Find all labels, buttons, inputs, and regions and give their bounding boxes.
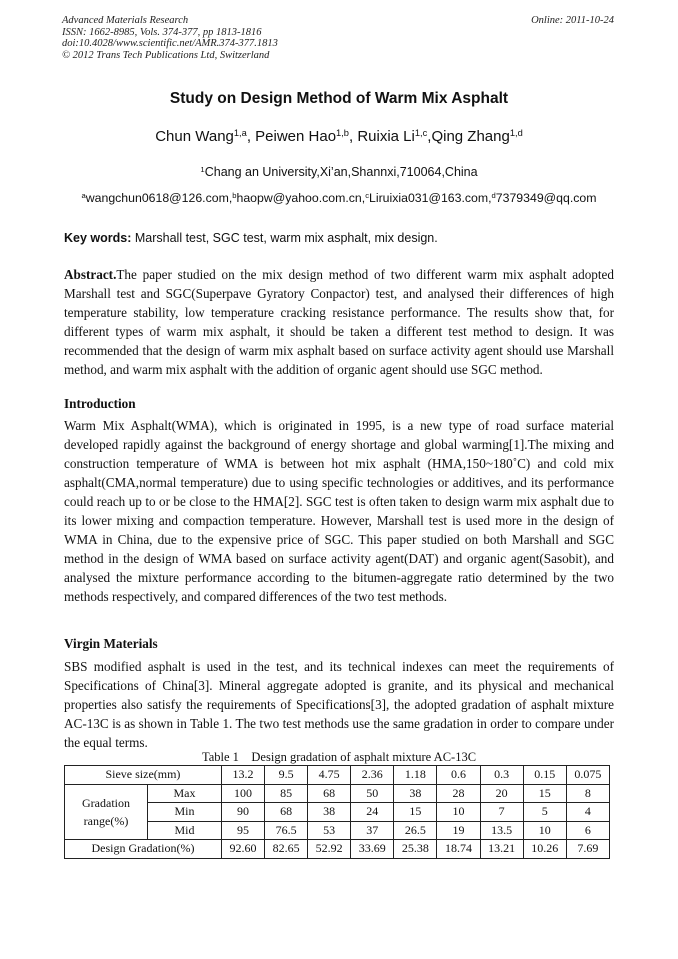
sieve-size-header: Sieve size(mm) — [65, 766, 222, 785]
range-label-line: Gradation — [82, 795, 130, 810]
section-heading-introduction: Introduction — [64, 396, 136, 411]
author-sep: , — [427, 128, 432, 145]
table-cell: 4 — [566, 803, 609, 822]
email-address[interactable]: Liruixia031@163.com, — [369, 191, 492, 205]
keywords-label: Key words: — [64, 231, 132, 245]
table-cell: 5 — [523, 803, 566, 822]
table-cell: 25.38 — [394, 840, 437, 859]
table-cell: 9.5 — [265, 766, 308, 785]
author-name: Qing Zhang — [431, 128, 510, 145]
table-cell: 15 — [394, 803, 437, 822]
table-cell: 18.74 — [437, 840, 480, 859]
table-cell: 37 — [351, 821, 394, 840]
table-cell: 38 — [394, 784, 437, 803]
journal-name: Advanced Materials Research — [62, 15, 189, 26]
copyright-line: © 2012 Trans Tech Publications Ltd, Switzerland — [62, 49, 270, 61]
doi-line: doi:10.4028/www.scientific.net/AMR.374-377.1813 — [62, 38, 278, 49]
table-cell: 26.5 — [394, 821, 437, 840]
table-cell: 7 — [480, 803, 523, 822]
table-caption: Table 1 Design gradation of asphalt mixture AC-13C — [201, 750, 477, 764]
table-cell: 33.69 — [351, 840, 394, 859]
table-cell: 13.2 — [221, 766, 264, 785]
table-cell: 13.5 — [480, 821, 523, 840]
table-cell: 24 — [351, 803, 394, 822]
table-cell: 19 — [437, 821, 480, 840]
table-cell: 2.36 — [351, 766, 394, 785]
row-label: Max — [148, 784, 222, 803]
email-address[interactable]: haopw@yahoo.com.cn, — [236, 191, 366, 205]
table-cell: 68 — [265, 803, 308, 822]
author-name: Ruixia Li — [357, 128, 415, 145]
table-cell: 38 — [308, 803, 351, 822]
table-cell: 95 — [221, 821, 264, 840]
table-cell: 92.60 — [221, 840, 264, 859]
email-address[interactable]: wangchun0618@126.com, — [85, 191, 233, 205]
table-cell: 15 — [523, 784, 566, 803]
table-cell: 90 — [221, 803, 264, 822]
gradation-range-header — [65, 784, 148, 840]
table-row — [65, 784, 610, 803]
keywords-text: Marshall test, SGC test, warm mix asphalt, mix design. — [131, 231, 438, 245]
table-cell: 53 — [308, 821, 351, 840]
author-sup: 1,b — [336, 127, 349, 138]
issn-line: ISSN: 1662-8985, Vols. 374-377, pp 1813-1816 — [62, 26, 262, 38]
table-cell: 4.75 — [308, 766, 351, 785]
row-label: Min — [148, 803, 222, 822]
table-cell: 7.69 — [566, 840, 609, 859]
table-cell: 8 — [566, 784, 609, 803]
author-sup: 1,d — [509, 127, 523, 138]
abstract-text: The paper studied on the mix design method of two different warm mix asphalt adopted Marshall test and SGC(Superpave Gyratory Conpactor) test, and analysed their differences of high temperature stability, low temperature cracking resistance performance. The results show that, for different types of warm mix asphalt, it should be taken a different test method to design. It was recommended that the design of warm mix asphalt based on surface activity agent should use Marshall method, and warm mix asphalt with the addition of organic agent should use SGC method. — [64, 267, 614, 377]
table-cell: 1.18 — [394, 766, 437, 785]
email-sup: b — [232, 190, 237, 200]
table-cell: 68 — [308, 784, 351, 803]
affiliation-sup: 1 — [200, 164, 205, 174]
author-sup: 1,a — [233, 127, 247, 138]
author-sep: , — [348, 128, 358, 145]
table-cell: 10 — [437, 803, 480, 822]
design-gradation-header: Design Gradation(%) — [65, 840, 222, 859]
author-name: Peiwen Hao — [255, 128, 337, 145]
table-cell: 13.21 — [480, 840, 523, 859]
author-name: Chun Wang — [155, 128, 234, 145]
table-cell: 0.6 — [437, 766, 480, 785]
table-cell: 20 — [480, 784, 523, 803]
abstract-label: Abstract. — [64, 267, 117, 282]
range-label-line: range(%) — [83, 813, 129, 828]
email-list — [0, 191, 678, 205]
abstract — [64, 265, 614, 379]
table-cell: 82.65 — [265, 840, 308, 859]
author-sup: 1,c — [414, 127, 428, 138]
table-cell: 0.3 — [480, 766, 523, 785]
table-cell: 85 — [265, 784, 308, 803]
gradation-table — [64, 765, 610, 859]
author-sep: , — [246, 128, 256, 145]
table-row — [65, 840, 610, 859]
virgin-materials-paragraph: SBS modified asphalt is used in the test, and its technical indexes can meet the requirements of Specifications of China[3]. Mineral aggregate adopted is granite, and its physical and mechanical properties also satisfy the requirements of Specifications[3], the adopted gradation of asphalt mixture AC-13C is as shown in Table 1. The two test methods use the same gradation in order to compare under the equal terms. — [64, 659, 614, 750]
email-sup: d — [491, 190, 496, 200]
table-cell: 100 — [221, 784, 264, 803]
row-label: Mid — [148, 821, 222, 840]
affiliation — [0, 165, 678, 179]
table-cell: 52.92 — [308, 840, 351, 859]
affiliation-text: Chang an University,Xi’an,Shannxi,710064,China — [204, 165, 478, 179]
table-cell: 50 — [351, 784, 394, 803]
table-row — [65, 766, 610, 785]
section-heading-virgin-materials: Virgin Materials — [64, 636, 158, 651]
table-cell: 0.075 — [566, 766, 609, 785]
author-list — [0, 128, 678, 145]
introduction-paragraph: Warm Mix Asphalt(WMA), which is originated in 1995, is a new type of road surface material developed rapidly against the background of energy shortage and global warming[1].The mixing and construction temperature of WMA is between hot mix asphalt (HMA,150~180˚C) and cold mix asphalt(CMA,normal temperature) due to using specific technologies or additives, and its performance could reach up to or be close to the HMA[2]. SGC test is often taken to design warm mix asphalt due to its lower mixing and compaction temperature. However, Marshall test is used more in the design of WMA in China, due to the expensive price of SGC. This paper studied on both Marshall and SGC method in the design of WMA based on surface activity agent(DAT) and organic agent(Sasobit), and analysed the mixture performance according to the bitumen-aggregate ratio determined by the two methods respectively, and compared differences of the two test methods. — [64, 418, 614, 604]
table-cell: 0.15 — [523, 766, 566, 785]
table-cell: 10.26 — [523, 840, 566, 859]
online-date: Online: 2011-10-24 — [531, 15, 614, 26]
email-sup: c — [365, 190, 369, 200]
table-cell: 6 — [566, 821, 609, 840]
journal-header — [62, 15, 614, 61]
table-cell: 28 — [437, 784, 480, 803]
table-cell: 76.5 — [265, 821, 308, 840]
keywords — [64, 231, 616, 245]
email-sup: a — [81, 190, 86, 200]
paper-title: Study on Design Method of Warm Mix Asphalt — [169, 90, 509, 107]
table-cell: 10 — [523, 821, 566, 840]
email-address[interactable]: 7379349@qq.com — [495, 191, 597, 205]
